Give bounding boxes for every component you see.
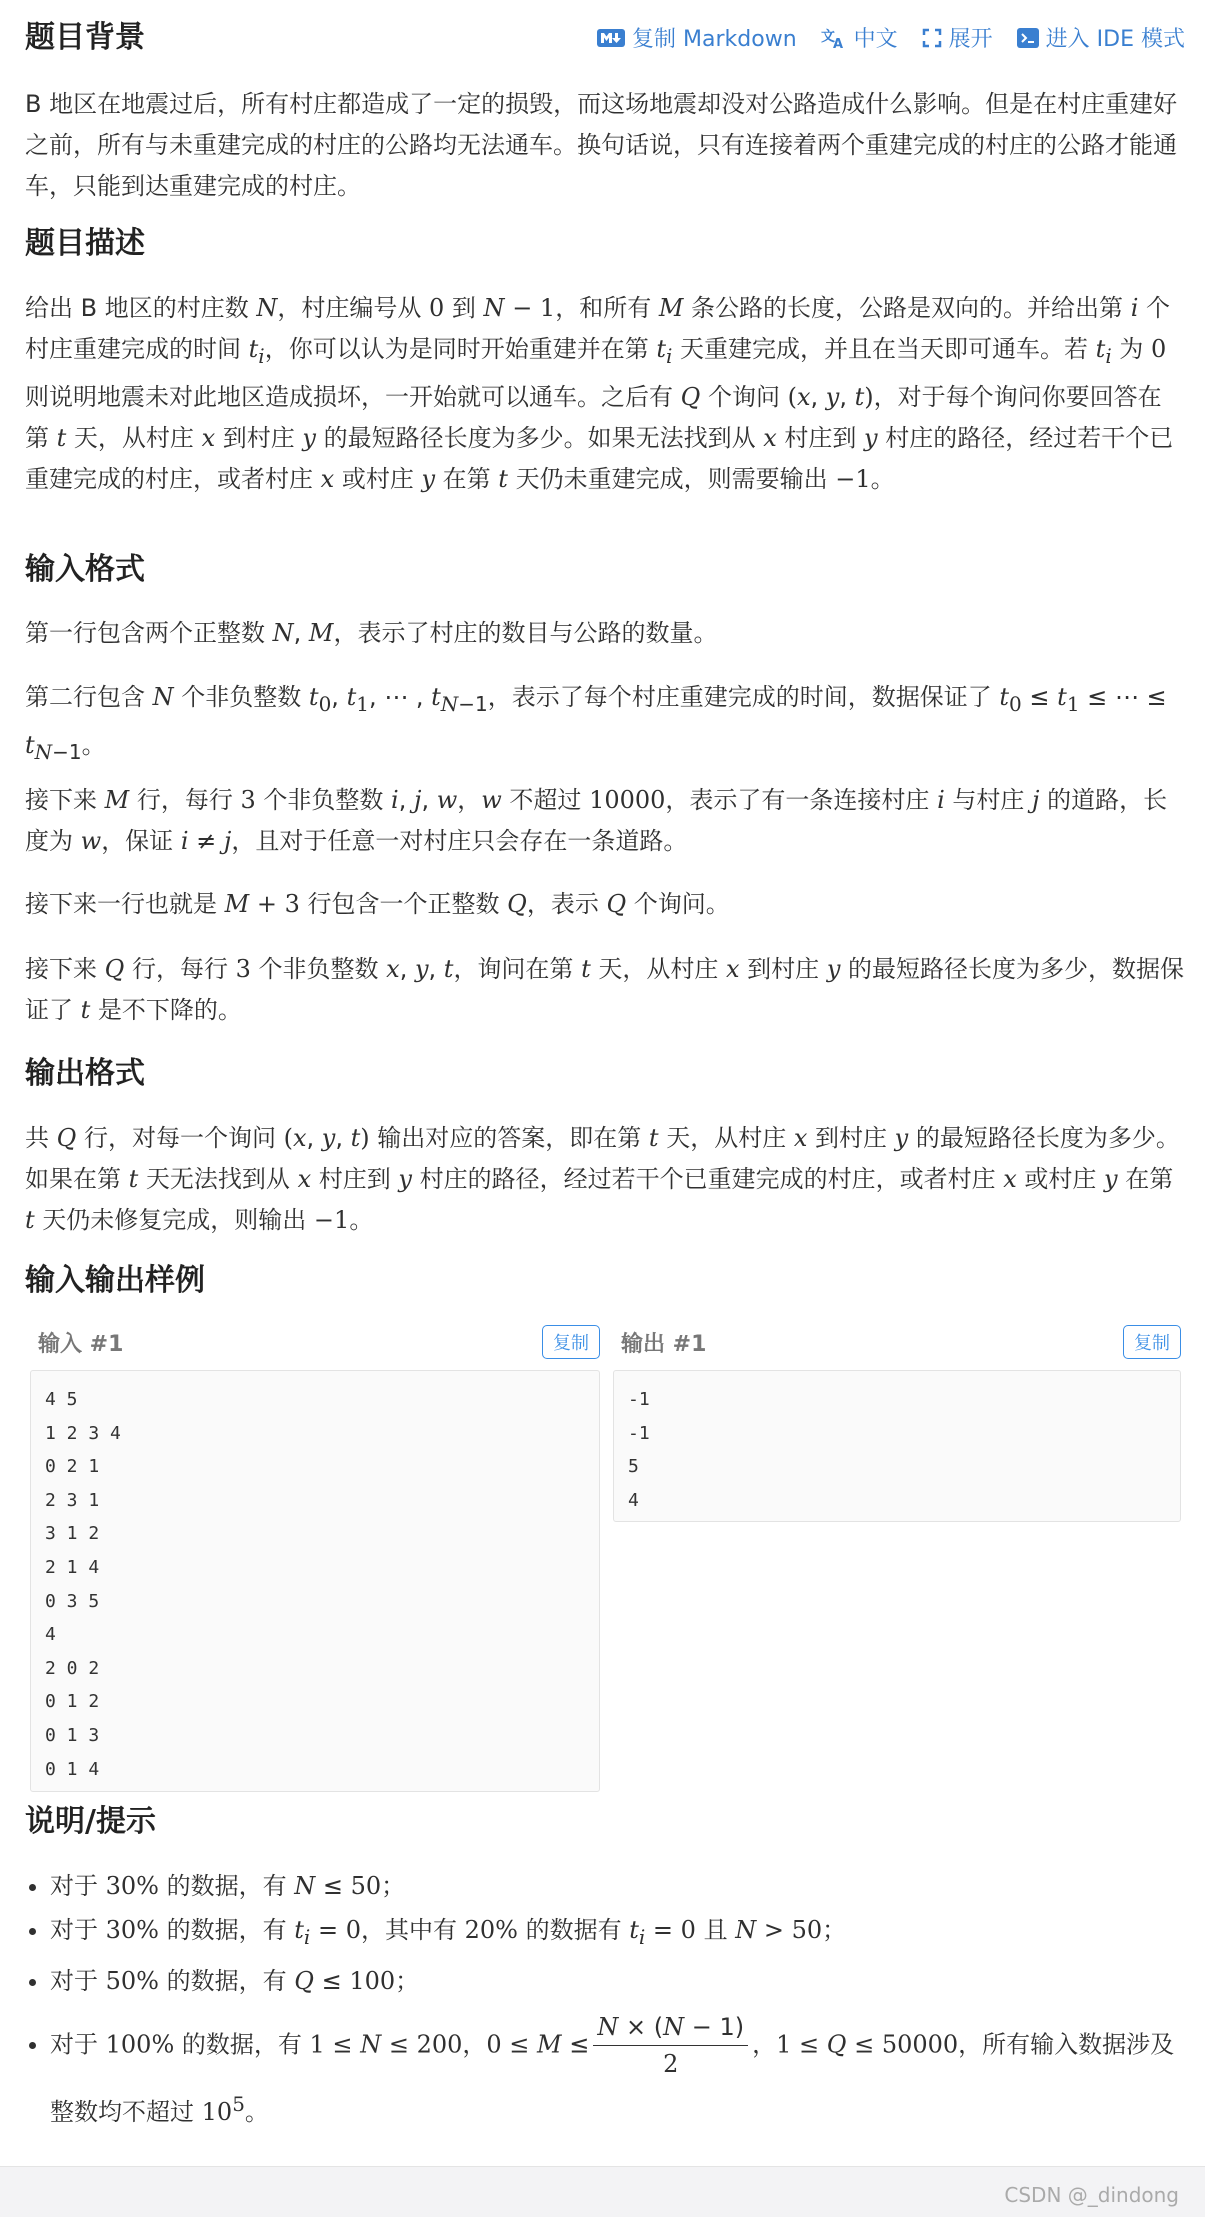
output-line: -1 [628,1389,650,1410]
input-line: 0 2 1 [45,1456,100,1478]
hint-item-3: • 对于 50% 的数据，有 Q ≤ 100； [50,1959,1180,2003]
output-format-title: 输出格式 [25,1056,145,1091]
expand-icon [922,28,942,48]
ide-mode-button[interactable] [1017,22,1185,53]
copy-markdown-label: 复制 Markdown [632,27,797,52]
markdown-icon [597,29,625,47]
input-line: 3 1 2 [45,1523,100,1545]
expand-button[interactable] [922,22,993,53]
output-format-text: 共 Q 行，对每一个询问 (x, y, t) 输出对应的答案，即在第 t 天，从村庄 x 到村庄 y 的最短路径长度为多少。如果在第 t 天无法找到从 x 村庄到 y 村庄的路径，经过若干个已重建完成的村庄，或者村庄 x 或村庄 y 在第 t 天仍未修复完成，则输出 −1。 [25,1124,1180,1234]
input-line: 0 1 3 [45,1724,100,1746]
problem-toolbar [597,22,1185,53]
input-line: 0 1 2 [45,1691,100,1713]
sample-input-label: 输入 #1 [38,1331,124,1357]
svg-text:文: 文 [820,28,835,45]
input-format-line4: 接下来一行也就是 M + 3 行包含一个正整数 Q，表示 Q 个询问。 [25,890,730,918]
input-line: 1 2 3 4 [45,1422,121,1444]
copy-output-button[interactable]: 复制 [1123,1325,1181,1359]
svg-text:A: A [832,36,843,49]
sample-input-code [30,1370,600,1792]
page-footer [0,2166,1205,2217]
input-format-line1: 第一行包含两个正整数 N, M，表示了村庄的数目与公路的数量。 [25,619,718,647]
input-format-title: 输入格式 [25,552,145,587]
language-button[interactable] [821,22,898,53]
language-label: 中文 [853,27,898,52]
output-line: 4 [628,1489,639,1511]
hint-title: 说明/提示 [25,1804,156,1839]
sample-output-panel [613,1322,1181,1522]
sample-output-label: 输出 #1 [621,1331,707,1357]
samples-title: 输入输出样例 [25,1263,205,1298]
sample-input-panel [30,1322,600,1792]
input-line: 2 3 1 [45,1489,100,1511]
ide-mode-label: 进入 IDE 模式 [1045,27,1185,52]
input-format-line2: 第二行包含 N 个非负整数 $t_0$, $t_1$, ⋯ , $t_{N-1}$，表示了每个村庄重建完成的时间，数据保证了 $t_0 \le t_1$ ≤ ⋯ ≤ $t_{N-1}$。 [25,683,1167,764]
sample-input-header [30,1322,600,1362]
input-line: 2 1 4 [45,1556,100,1578]
background-text: B 地区在地震过后，所有村庄都造成了一定的损毁，而这场地震却没对公路造成什么影响。但是在村庄重建好之前，所有与未重建完成的村庄的公路均无法通车。换句话说，只有连接着两个重建完成的村庄的公路才能通车，只能到达重建完成的村庄。 [25,90,1178,200]
copy-markdown-button[interactable] [597,22,797,53]
hint-list [25,1864,1180,2134]
sample-output-header [613,1322,1181,1362]
hint-item-1: • 对于 30% 的数据，有 N ≤ 50； [50,1864,1180,1908]
input-line: 0 1 4 [45,1758,100,1780]
background-title: 题目背景 [25,20,145,55]
input-line: 4 [45,1624,56,1646]
input-line: 4 5 [45,1389,78,1410]
copy-input-button[interactable]: 复制 [542,1325,600,1359]
output-line: 5 [628,1456,639,1478]
input-format-line5: 接下来 Q 行，每行 3 个非负整数 x, y, t，询问在第 t 天，从村庄 x 到村庄 y 的最短路径长度为多少，数据保证了 t 是不下降的。 [25,955,1185,1024]
translate-icon [821,27,847,49]
description-title: 题目描述 [25,226,145,261]
sample-output-code [613,1370,1181,1522]
output-line: -1 [628,1422,650,1444]
watermark: CSDN @_dindong [1004,2183,1179,2207]
input-line: 0 3 5 [45,1590,100,1612]
hint-item-4: • 对于 100% 的数据，有 1 ≤ N ≤ 200，0 ≤ M ≤ $\frac{N \times (N - 1)}{2}$ ，1 ≤ Q ≤ 50000，所有输入数据涉及整数均不超过 $10^5$。 [50,2009,1180,2134]
terminal-icon [1017,28,1039,48]
expand-label: 展开 [948,27,993,52]
input-line: 2 0 2 [45,1657,100,1679]
input-format-line3: 接下来 M 行，每行 3 个非负整数 i, j, w，w 不超过 10000，表示了有一条连接村庄 i 与村庄 j 的道路，长度为 w，保证 i ≠ j，且对于任意一对村庄只会存在一条道路。 [25,786,1168,855]
hint-item-2: • 对于 30% 的数据，有 $t_i = 0$，其中有 20% 的数据有 $t_i = 0$ 且 N > 50； [50,1908,1180,1959]
description-text: 给出 B 地区的村庄数 N，村庄编号从 0 到 N − 1，和所有 M 条公路的长度，公路是双向的。并给出第 i 个村庄重建完成的时间 $t_i$，你可以认为是同时开始重建并在第 $t_i$ 天重建完成，并且在当天即可通车。若 $t_i$ 为 0 则说明地震未对此地区造成损坏，一开始就可以通车。之后有 Q 个询问 (x, y, t)，对于每个询问你要回答在第 t 天，从村庄 x 到村庄 y 的最短路径长度为多少。如果无法找到从 x 村庄到 y 村庄的路径，经过若干个已重建完成的村庄，或者村庄 x 或村庄 y 在第 t 天仍未重建完成，则需要输出 −1。 [25,294,1174,493]
